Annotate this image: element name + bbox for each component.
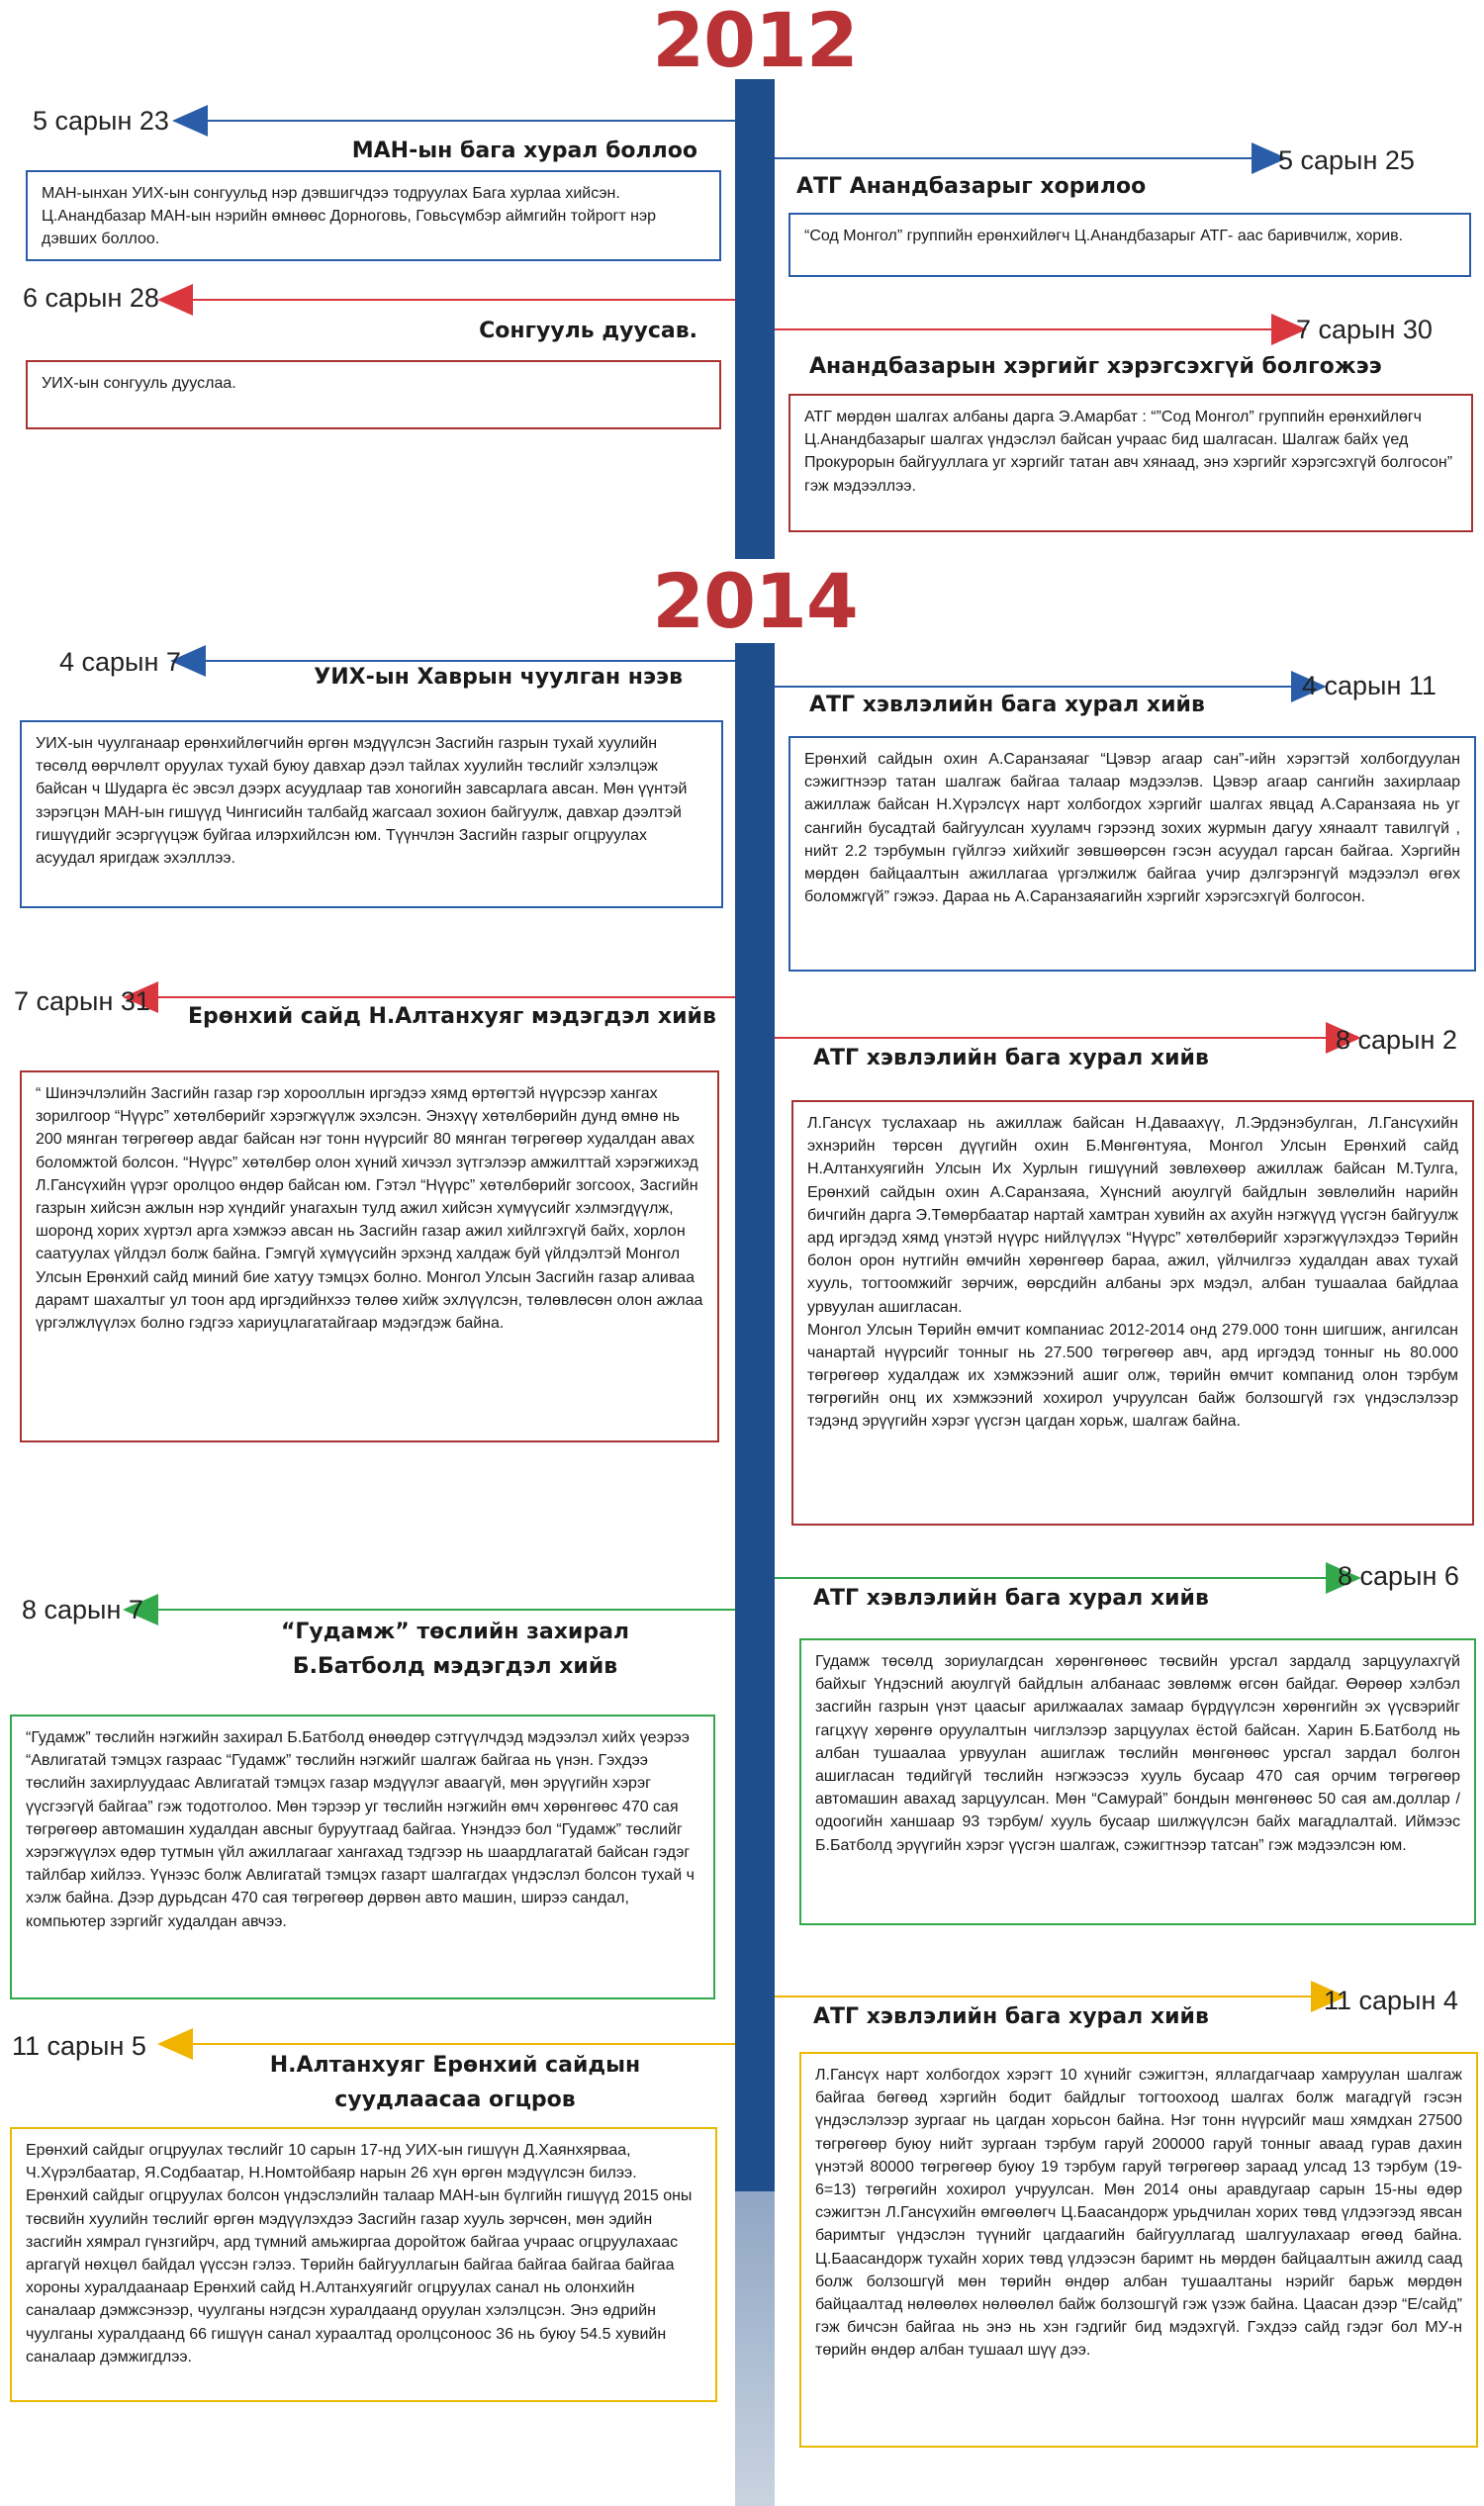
- event-date: 6 сарын 28: [23, 283, 159, 313]
- event-date: 5 сарын 23: [33, 106, 169, 136]
- event-title: АТГ хэвлэлийн бага хурал хийв: [813, 1586, 1209, 1611]
- event-title: МАН-ын бага хурал боллоо: [351, 139, 697, 163]
- event-date: 7 сарын 30: [1296, 315, 1433, 344]
- event-date: 7 сарын 31: [14, 986, 150, 1016]
- event-description: “Гудамж” төслийн нэгжийн захирал Б.Батболд өнөөдөр сэтгүүлчдэд мэдээлэл хийх үеэрээ “Авлигатай тэмцэх газраас “Гудамж” төслийн нэгжийг шалгаж байгаа нь үнэн. Гэхдээ төслийн захирлуудаас Авлигатай тэмцэх газар мэдүүлэг аваагүй, мөн эрүүгийн хэрэг үүсгээгүй байгаа” гэж тодотголоо. Мөн тэрээр уг төслийн нэгжийн өмч хөрөнгөөс 470 сая төгрөгөөр автомашин худалдан авсныг буруутгаад байгаа. Үнэндээ бол “Гудамж” төслийг хэрэгжүүлэх өдөр тутмын үйл ажиллагааг хангахад тэдгээр нь шаардлагатай байсан гэдэг тайлбар хийлээ. Үүнээс болж Авлигатай тэмцэх газарт шалгагдах үндэслэл болсон тухай ч хэлж байна. Дээр дурьдсан 470 сая төгрөгөөр дөрвөн авто машин, ширээ сандал, компьютер зэргийг худалдан авчээ.: [10, 1715, 715, 1999]
- event-description: Л.Гансүх туслахаар нь ажиллаж байсан Н.Даваахүү, Л.Эрдэнэбулган, Л.Гансүхийн эхнэрийн төрсөн дүүгийн охин Б.Мөнгөнтуяа, Монгол Улсын Ерөнхий сайд Н.Алтанхуягийн Улсын Их Хурлын гишүүний зөвлөхөөр ажиллаж байсан М.Тулга, Ерөнхий сайдын охин А.Саранзаяа, Хүнсний аюулгүй байдлын зөвлөлийн нарийн бичгийн дарга Э.Төмөрбаатар нартай хамтран хувийн ах ахуйн нэгжүүд үүсгэн байгуулж ард иргэдэд хямд үнэтэй нүүрс нийлүүлэх “Нүүрс” хөтөлбөрийг хэрэгжүүлэхдээ Төрийн болон орон нутгийн өмчийн хөрөнгөөр бараа, ажил, үйлчилгээ худалдан авах тухай хууль, тогтоомжийг зөрчиж, өөрсдийн албаны эрх мэдэл, албан тушаалаа байдлаа урвуулан ашигласан. Монгол Улсын Төрийн өмчит компаниас 2012-2014 онд 279.000 тонн шигшиж, ангилсан чанартай нүүрсийг тонныг нь 27.500 төгрөгөөр авч, ард иргэдэд тонныг нь 80.000 төгрөгөөр худалдаж их хэмжээний ашиг олж, төрийн өмчит компанид олон тэрбум төгрөгийн онц их хэмжээний хохирол учруулсан байж болзошгүй гэх үндэслэлээр тэдэнд эрүүгийн хэрэг үүсгэн цагдан хорьж, шалгаж байна.: [791, 1100, 1474, 1526]
- event-description: Л.Гансүх нарт холбогдох хэрэгт 10 хүнийг сэжигтэн, яллагдагчаар хамруулан шалгаж байгаа бөгөөд хэргийн бодит байдлыг тогтоохоод шалгах болж магадгүй гэсэн үндэслэлээр зургааг нь цагдан хорьсон байна. Нэг тонн нүүрсийг маш хямдхан 27500 төгрөгөөр буюу нийт зургаан тэрбум гаруй 200000 гаруй тонныг аваад гурав дахин үнэтэй 80000 төгрөгөөр буюу 19 тэрбум гаруй төгрөгөөр зараад улсад 13 тэрбум (19-6=13) төгрөгийн хохирол учруулсан. Мөн 2014 оны аравдугаар сарын 15-ны өдөр сэжигтэн Л.Гансүхийн өмгөөлөгч Ц.Баасандорж урьдчилан хорих төвд үлдээгээд явсан баримтыг үндэслэн түүнийг цагдаагийн байгууллагад шалгуулахаар өгөөд байна. Ц.Баасандорж тухайн хорих төвд үлдээсэн баримт нь мөрдөн байцаалтын ажилд саад болж болзошгүй мөн төрийн өндөр албан тушаалтаны нэрийг барьж мөрдөн байцаалтад нөлөөлөх нөлөөлөл байж болзошгүй гэж үзэж байна. Цаасан дээр “Е/сайд” гэж бичсэн байгаа нь энэ нь хэн гэдгийг бид мэдэхгүй. Гэхдээ сайд гэдэг бол МУ-н төрийн өндөр албан тушаал шүү дээ.: [799, 2052, 1478, 2448]
- event-date: 8 сарын 7: [22, 1595, 143, 1624]
- event-title: АТГ хэвлэлийн бага хурал хийв: [809, 693, 1205, 717]
- event-date: 8 сарын 6: [1338, 1561, 1459, 1591]
- event-title: Анандбазарын хэргийг хэрэгсэхгүй болгожээ: [809, 354, 1382, 379]
- event-description: УИХ-ын чуулганаар ерөнхийлөгчийн өргөн мэдүүлсэн Засгийн газрын тухай хуулийн төсөлд өөрчлөлт оруулах тухай буюу давхар дээл тайлах хуулийн төслийг хэлэлцэж байсан ч Шударга ёс эвсэл дээрх асуудлаар тав хоногийн завсарлага авсан. Мөн үүнтэй зэрэгцэн МАН-ын гишүүд Чингисийн талбайд жагсаал зохион байгуулж, давхар дээлтэй гишүүдийг эсэргүүцэж буйгаа илэрхийлсэн юм. Түүнчлэн Засгийн газрыг огцруулах асуудал яригдаж эхэлллээ.: [20, 720, 723, 908]
- arrowhead-icon: [172, 105, 208, 137]
- event-description: Ерөнхий сайдыг огцруулах төслийг 10 сарын 17-нд УИХ-ын гишүүн Д.Хаянхярваа, Ч.Хүрэлбаатар, Я.Содбаатар, Н.Номтойбаяр нарын 26 хүн өргөн мэдүүлсэн билээ. Ерөнхий сайдыг огцруулах болсон үндэслэлийн талаар МАН-ын бүлгийн гишүүд 2015 оны төсвийн хуулийн төслийг өргөн мэдүүлэхдээ Засгийн газар хууль зөрчсөн, мөн эдийн засгийн хямрал гүнзгийрч, ард түмний амьжиргаа доройтож байгаа учраас огцруулахаас аргагүй нөхцөл байдал үүссэн гэлээ. Төрийн байгууллагын байгаа байгаа байгаа байгаа хороны хуралдаанаар Ерөнхий сайд Н.Алтанхуягийг огцруулах санал нь олонхийн саналаар дэмжсэнээр, чуулганы нэгдсэн хуралдаанд оруулан хэлэлцсэн. Энэ өдрийн чуулганы хуралдаанд 66 гишүүн санал хураалтад оролцсоноос 36 нь буюу 54.5 хувийн саналаар дэмжигдлээ.: [10, 2127, 717, 2402]
- event-date: 4 сарын 7: [59, 647, 181, 677]
- event-description: Ерөнхий сайдын охин А.Саранзаяаг “Цэвэр агаар сан”-ийн хэрэгтэй холбогдуулан сэжигтнээр татан шалгаж байгаа талаар мэдээлэв. Цэвэр агаар сангийн захирлаар ажиллаж байсан Н.Хүрэлсүх нарт холбогдох хэргийг шалгах явцад А.Саранзаяа нь уг сангийн бусадтай байгуулсан хууламч гэрээнд зохих журмын дагуу хянаалт тавилгүй , нийт 2.2 тэрбумын гүйлгээ хийхийг зөвшөөрсөн гэсэн асуудал гарсан байгаа. Хэргийн мөрдөн байцаалтын ажиллагаа үргэлжилж байгаа учир дэлгэрэнгүй мэдээлэл өгөх боломжгүй” гэжээ. Дараа нь А.Саранзаяагийн хэргийг хэрэгсэхгүй болгосон.: [788, 736, 1476, 972]
- event-date: 5 сарын 25: [1278, 145, 1415, 175]
- event-date: 11 сарын 5: [12, 2031, 146, 2061]
- event-description: УИХ-ын сонгууль дууслаа.: [26, 360, 721, 429]
- event-title: Ерөнхий сайд Н.Алтанхуяг мэдэгдэл хийв: [188, 1004, 716, 1029]
- event-title: АТГ хэвлэлийн бага хурал хийв: [813, 1046, 1209, 1070]
- event-title: Н.Алтанхуяг Ерөнхий сайдын суудлаасаа огцров: [269, 2053, 641, 2113]
- event-title: АТГ Анандбазарыг хорилоо: [796, 174, 1147, 199]
- event-title: Сонгууль дуусав.: [479, 319, 697, 343]
- event-description: Гудамж төсөлд зориулагдсан хөрөнгөнөөс төсвийн урсгал зардалд зарцуулахгүй байхыг Үндэсний аюулгүй байдлын албанаас зөвлөмж өгсөн байдаг. Өөрөөр хэлбэл засгийн газрын үнэт цаасыг арилжаалах замаар бүрдүүлсэн хөрөнгийн эх үүсвэрийг гагцхүү хөрөнгө оруулалтын чиглэлээр зарцуулах ёстой байсан. Харин Б.Батболд нь албан тушаалаа урвуулан ашиглаж төслийн мөнгөнөөс урсгал зардал болгон ашигласан төдийгүй төслийн нэгжээсээ хууль бусаар 470 сая орчим төгрөгөөр автомашин аваxад зарцуулсан. Мөн “Самурай” бондын мөнгөнөөс 50 сая ам.доллар /одоогийн ханшаар 93 тэрбум/ хууль бусаар шилжүүлсэн байх магадлалтай. Иймээс Б.Батболд эрүүгийн хэрэг үүсгэн шалгаж, сэжигтнээр татсан” гэж мэдээлсэн юм.: [799, 1638, 1476, 1925]
- event-title: УИХ-ын Хаврын чуулган нээв: [314, 665, 683, 690]
- event-date: 11 сарын 4: [1324, 1986, 1458, 2015]
- year-2014: 2014: [652, 557, 858, 645]
- event-date: 4 сарын 11: [1302, 671, 1437, 700]
- arrowhead-icon: [157, 2028, 193, 2060]
- event-description: “Сод Монгол” группийн ерөнхийлөгч Ц.Анандбазарыг АТГ- аас баривчилж, хорив.: [788, 213, 1471, 277]
- event-date: 8 сарын 2: [1336, 1025, 1457, 1055]
- event-title: “Гудамж” төслийн захирал Б.Батболд мэдэгдэл хийв: [280, 1620, 630, 1680]
- event-description: “ Шинэчлэлийн Засгийн газар гэр хорооллын иргэдээ хямд өртөгтэй нүүрсээр хангах зорилгоор “Нүүрс” хөтөлбөрийг хэрэгжүүлж эхэлсэн. Энэхүү хөтөлбөрийн дунд өмнө нь 200 мянган төгрөгөөр авдаг байсан нэг тонн нүүрсийг 80 мянган төгрөгөөр худалдан авах боломжтой болсон. “Нүүрс” хөтөлбөр олон хүний хичээл зүтгэлээр амжилттай хэрэгжихэд Л.Гансүхийн үүрэг оролцоо өндөр байсан юм. Гэтэл “Нүүрс” хөтөлбөрийг зогсоох, Засгийн газрын хийсэн ажлын нэр хүндийг унагахын тулд ажил хийсэн хүмүүсийг хэлмэгдүүлж, шоронд хорих хүртэл арга хэмжээ авсан нь Засгийн газар ажил хийлгэхгүй байх, хорлон саатуулах үйлдэл болж байна. Гэмгүй хүмүүсийн эрхэнд халдаж буй үйлдэлтэй Монгол Улсын Ерөнхий сайд миний бие хатуу тэмцэх болно. Монгол Улсын Засгийн газар аливаа дарамт шахалтыг ул тоон ард иргэдийнхээ төлөө хийж эхлүүлсэн, төлөвлөсөн олон ажлаа үргэлжлүүлэх болно гэдгээ хариуцлагатайгаар мэдэгдэж байна.: [20, 1070, 719, 1442]
- event-description: МАН-ынхан УИХ-ын сонгуульд нэр дэвшигчдээ тодруулах Бага хурлаа хийсэн. Ц.Анандбазар МАН-ын нэрийн өмнөөс Дорноговь, Говьсүмбэр аймгийн тойрогт нэр дэвших боллоо.: [26, 170, 721, 261]
- event-title: АТГ хэвлэлийн бага хурал хийв: [813, 2004, 1209, 2029]
- event-description: АТГ мөрдөн шалгах албаны дарга Э.Амарбат : “”Сод Монгол” группийн ерөнхийлөгч Ц.Анандбазарыг шалгах үндэслэл байсан учраас бид шалгасан. Шалгаж байх үед Прокурорын байгууллага уг хэргийг татан авч хянаад, энэ хэргийг хэрэгсэхгүй болгосон” гэж мэдээллээ.: [788, 394, 1473, 532]
- year-2012: 2012: [652, 0, 858, 84]
- arrowhead-icon: [157, 284, 193, 316]
